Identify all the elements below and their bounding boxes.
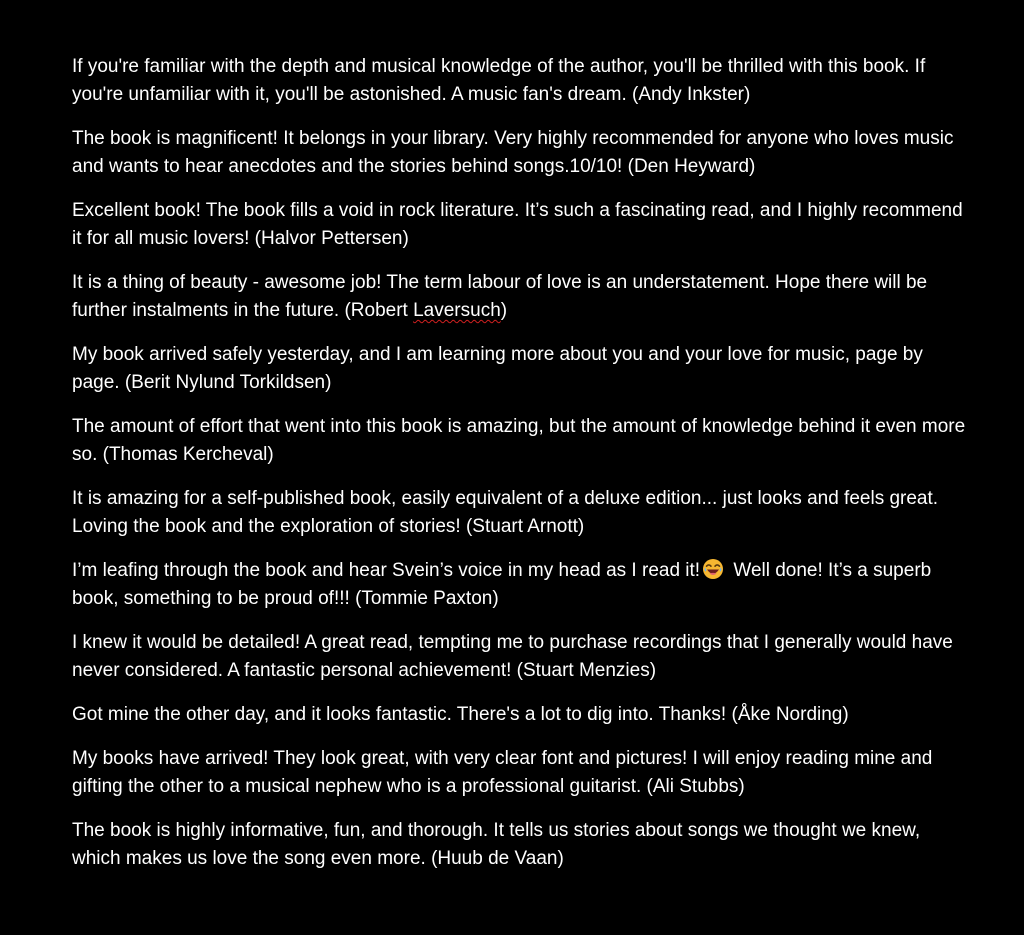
review-robert-laversuch [72, 269, 967, 325]
review-text: It is a thing of beauty - awesome job! The term labour of love is an understatement. Hope there will be further instalments in the future. (Robert [72, 272, 928, 321]
spellcheck-flagged-word[interactable]: Laversuch [413, 300, 501, 321]
review-den-heyward: The book is magnificent! It belongs in your library. Very highly recommended for anyone who loves music and wants to hear anecdotes and the stories behind songs.10/10! (Den Heyward) [72, 128, 954, 177]
review-tommie-paxton [72, 557, 967, 613]
review-text: I’m leafing through the book and hear Svein’s voice in my head as I read it! [72, 560, 701, 581]
laughing-face-icon [702, 558, 724, 580]
review-halvor-pettersen: Excellent book! The book fills a void in rock literature. It’s such a fascinating read, and I highly recommend it for all music lovers! (Halvor Pettersen) [72, 200, 963, 249]
review-berit-nylund-torkildsen: My book arrived safely yesterday, and I am learning more about you and your love for music, page by page. (Berit Nylund Torkildsen) [72, 344, 923, 393]
review-thomas-kercheval: The amount of effort that went into this book is amazing, but the amount of knowledge behind it even more so. (Thomas Kercheval) [72, 416, 966, 465]
review-huub-de-vaan: The book is highly informative, fun, and thorough. It tells us stories about songs we thought we knew, which makes us love the song even more. (Huub de Vaan) [72, 820, 921, 869]
review-ake-nording: Got mine the other day, and it looks fantastic. There's a lot to dig into. Thanks! (Åke Nording) [72, 704, 849, 725]
review-text-end: ) [500, 300, 508, 321]
review-stuart-arnott: It is amazing for a self-published book, easily equivalent of a deluxe edition... just looks and feels great. Loving the book and the exploration of stories! (Stuart Arnott) [72, 488, 939, 537]
reviews-list [72, 53, 967, 889]
review-ali-stubbs: My books have arrived! They look great, with very clear font and pictures! I will enjoy reading mine and gifting the other to a musical nephew who is a professional guitarist. (Ali Stubbs) [72, 748, 933, 797]
review-andy-inkster: If you're familiar with the depth and musical knowledge of the author, you'll be thrilled with this book. If you're unfamiliar with it, you'll be astonished. A music fan's dream. (Andy Inkster) [72, 56, 926, 105]
review-stuart-menzies: I knew it would be detailed! A great read, tempting me to purchase recordings that I generally would have never considered. A fantastic personal achievement! (Stuart Menzies) [72, 632, 953, 681]
review-text-end: Well done! It’s a superb book, something to be proud of!!! (Tommie Paxton) [72, 560, 932, 609]
